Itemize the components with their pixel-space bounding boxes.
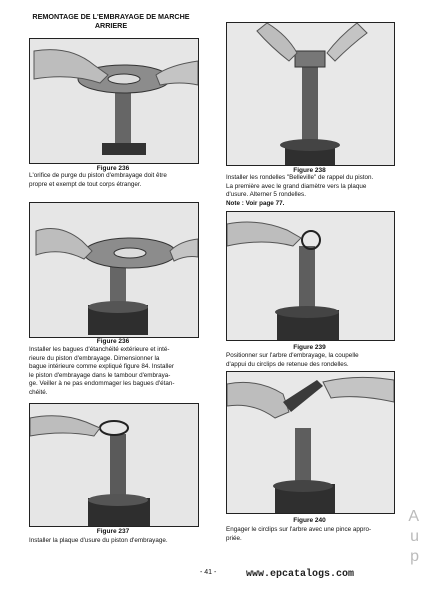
edge-letter-u: u <box>410 528 419 545</box>
figure-239-photo <box>226 211 395 341</box>
figure-239-caption: Figure 239 <box>293 344 326 351</box>
page-number: - 41 - <box>200 569 217 576</box>
figure-237-caption: Figure 237 <box>96 528 130 535</box>
figure-236-photo <box>29 38 199 164</box>
title-line-2: ARRIERE <box>94 21 128 30</box>
figure-238-text: Installer les rondelles "Belleville" de rappel du piston. La première avec le grand diamètre vers la plaque d'usure. Alterner 5 rondelles. Note : Voir page 77. <box>226 174 374 207</box>
figure-237-photo <box>29 403 199 527</box>
figure-237-text: Installer la plaque d'usure du piston d'embrayage. <box>29 537 168 544</box>
figure-240-photo <box>226 371 395 514</box>
watermark: www.epcatalogs.com <box>246 569 355 580</box>
figure-236b-caption: Figure 236 <box>96 338 130 345</box>
title-line-1: REMONTAGE DE L'EMBRAYAGE DE MARCHE <box>32 12 190 21</box>
figure-240-caption: Figure 240 <box>293 517 326 524</box>
figure-236b-text: Installer les bagues d'étanchéité extérieure et inté- rieure du piston d'embrayage. Dimensionner la bague intérieure comme expliqué figure 84. Installer le piston d'embrayage dans le tambour d'embraya- ge. Veiller à ne pas endommager les bagues d'étan- chéité. <box>29 346 175 396</box>
figure-240-text: Engager le circlips sur l'arbre avec une pince appro- priée. <box>226 526 372 542</box>
figure-239-text: Positionner sur l'arbre d'embrayage, la coupelle d'appui du circlips de retenue des rondelles. <box>226 352 359 368</box>
figure-236b-photo <box>29 202 199 338</box>
figure-236-text: L'orifice de purge du piston d'embrayage doit être propre et exempt de tout corps étranger. <box>29 172 167 188</box>
edge-letter-a: A <box>408 508 419 525</box>
figure-238-photo <box>226 22 395 166</box>
figure-236-caption: Figure 236 <box>96 165 130 172</box>
figure-238-caption: Figure 238 <box>293 167 326 174</box>
page-title <box>22 12 200 30</box>
edge-letter-p: p <box>410 548 419 565</box>
